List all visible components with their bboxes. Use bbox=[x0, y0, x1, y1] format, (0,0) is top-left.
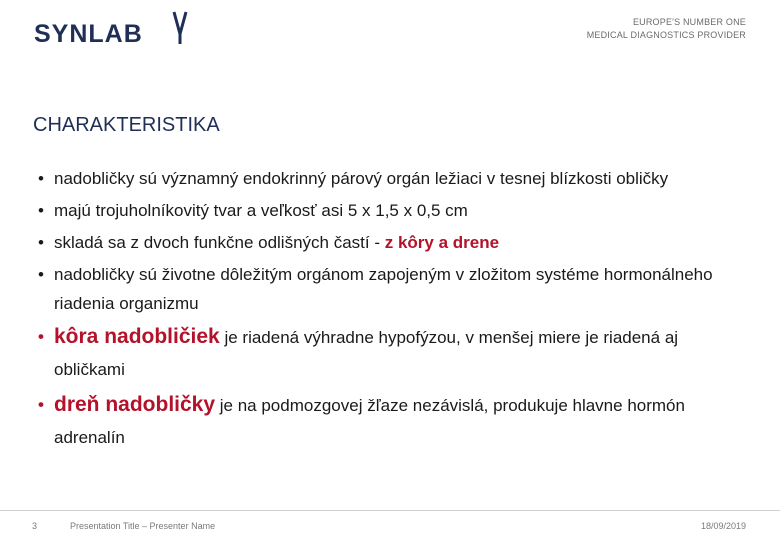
bullet-list bbox=[38, 164, 738, 457]
bullet-item bbox=[38, 228, 738, 257]
tagline-line-1: EUROPE'S NUMBER ONE bbox=[632, 17, 746, 27]
bullet-text: nadobličky sú významný endokrinný párový orgán ležiaci v tesnej blízkosti obličky bbox=[54, 169, 669, 188]
bullet-text: je na podmozgovej žľaze nezávislá, produkuje hlavne hormón adrenalín bbox=[54, 396, 685, 447]
bullet-text: majú trojuholníkovitý tvar a veľkosť asi 5 x 1,5 x 0,5 cm bbox=[54, 201, 468, 220]
bullet-marker: • bbox=[38, 233, 44, 252]
bullet-item bbox=[38, 389, 738, 454]
logo-wordmark: SYNLAB bbox=[34, 20, 143, 48]
footer-divider bbox=[0, 510, 780, 511]
header-tagline bbox=[587, 16, 746, 42]
slide-title: CHARAKTERISTIKA bbox=[33, 114, 220, 136]
bullet-marker: • bbox=[38, 395, 44, 414]
bullet-item bbox=[38, 196, 738, 225]
bullet-item bbox=[38, 321, 738, 386]
footer-date: 18/09/2019 bbox=[700, 521, 746, 531]
bullet-text: je riadená výhradne hypofýzou, v menšej miere je riadená aj obličkami bbox=[54, 328, 679, 379]
bullet-item bbox=[38, 164, 738, 193]
page-number: 3 bbox=[32, 521, 38, 531]
synlab-logo bbox=[34, 6, 194, 50]
footer-presentation-title: Presentation Title – Presenter Name bbox=[70, 521, 216, 531]
bullet-text: skladá sa z dvoch funkčne odlišných častí - bbox=[54, 233, 385, 252]
bullet-highlight: z kôry a drene bbox=[384, 233, 500, 252]
bullet-item bbox=[38, 260, 738, 318]
bullet-marker: • bbox=[38, 327, 44, 346]
bullet-marker: • bbox=[38, 265, 44, 284]
bullet-highlight: kôra nadobličiek bbox=[54, 325, 220, 348]
bullet-marker: • bbox=[38, 201, 44, 220]
bullet-marker: • bbox=[38, 169, 44, 188]
bullet-text: nadobličky sú životne dôležitým orgánom zapojeným v zložitom systéme hormonálneho riadenia organizmu bbox=[54, 265, 713, 313]
bullet-highlight: dreň nadobličky bbox=[54, 393, 216, 416]
tagline-line-2: MEDICAL DIAGNOSTICS PROVIDER bbox=[586, 30, 746, 40]
